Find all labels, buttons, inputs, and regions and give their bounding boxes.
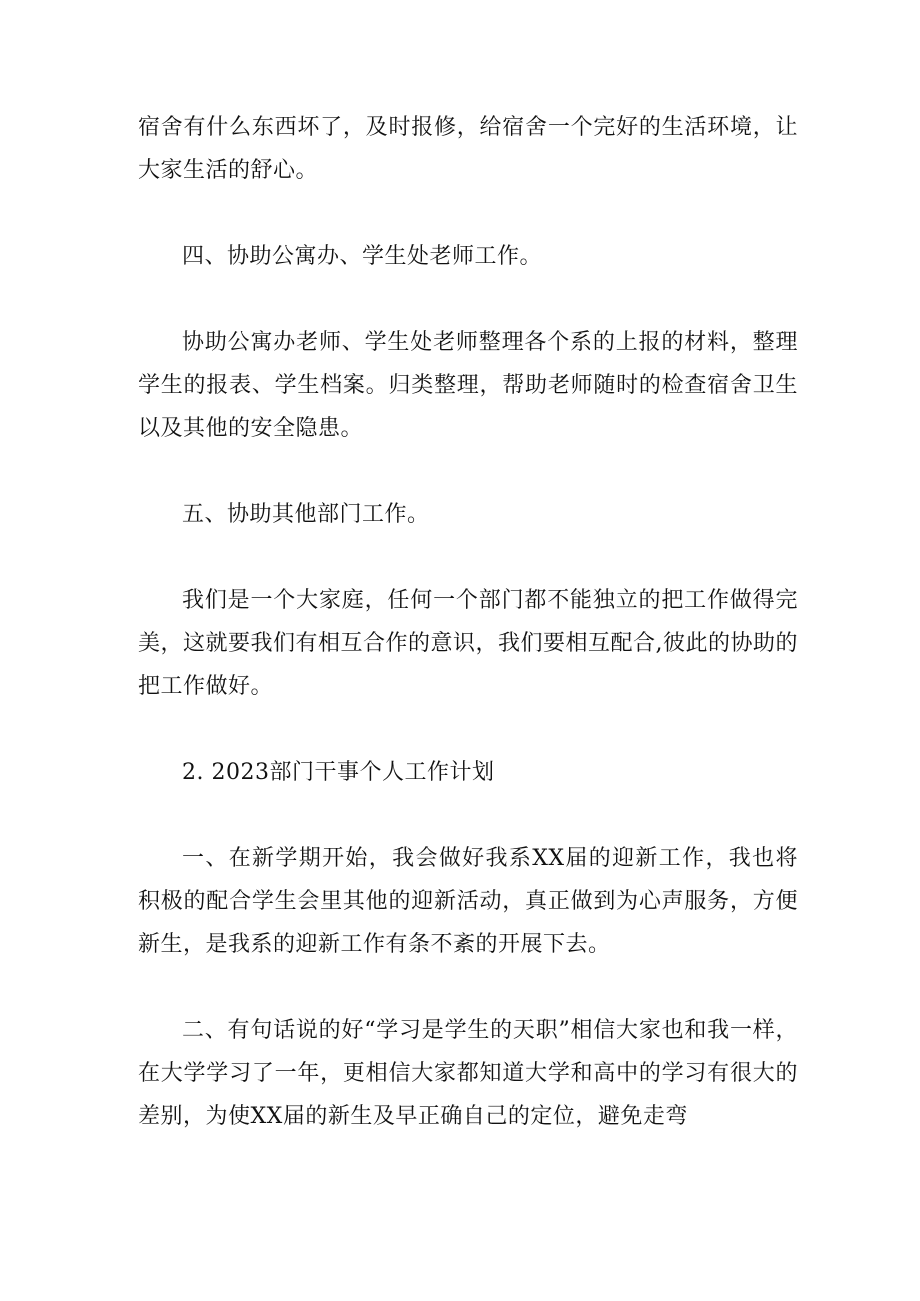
- heading-plan-title: 2. 2023部门干事个人工作计划: [182, 760, 495, 785]
- paragraph-dorm-repair: 宿舍有什么东西坏了，及时报修，给宿舍一个完好的生活环境，让大家生活的舒心。: [138, 115, 798, 183]
- paragraph-assist-office: 协助公寓办老师、学生处老师整理各个系的上报的材料，整理学生的报表、学生档案。归类整理，帮助老师随时的检查宿舍卫生以及其他的安全隐患。: [138, 330, 798, 441]
- paragraph-welcome-freshmen: 一、在新学期开始，我会做好我系XX届的迎新工作，我也将积极的配合学生会里其他的迎新活动，真正做到为心声服务，方便新生，是我系的迎新工作有条不紊的开展下去。: [138, 846, 798, 957]
- document-body: [138, 106, 798, 1138]
- heading-section-five: 五、协助其他部门工作。: [182, 502, 430, 527]
- heading-section-four: 四、协助公寓办、学生处老师工作。: [182, 244, 543, 269]
- paragraph-teamwork: 我们是一个大家庭，任何一个部门都不能独立的把工作做得完美，这就要我们有相互合作的意识，我们要相互配合,彼此的协助的把工作做好。: [138, 588, 798, 699]
- paragraph-study-duty: 二、有句话说的好“学习是学生的天职”相信大家也和我一样，在大学学习了一年，更相信大家都知道大学和高中的学习有很大的差别，为使XX届的新生及早正确自己的定位，避免走弯: [138, 1018, 798, 1129]
